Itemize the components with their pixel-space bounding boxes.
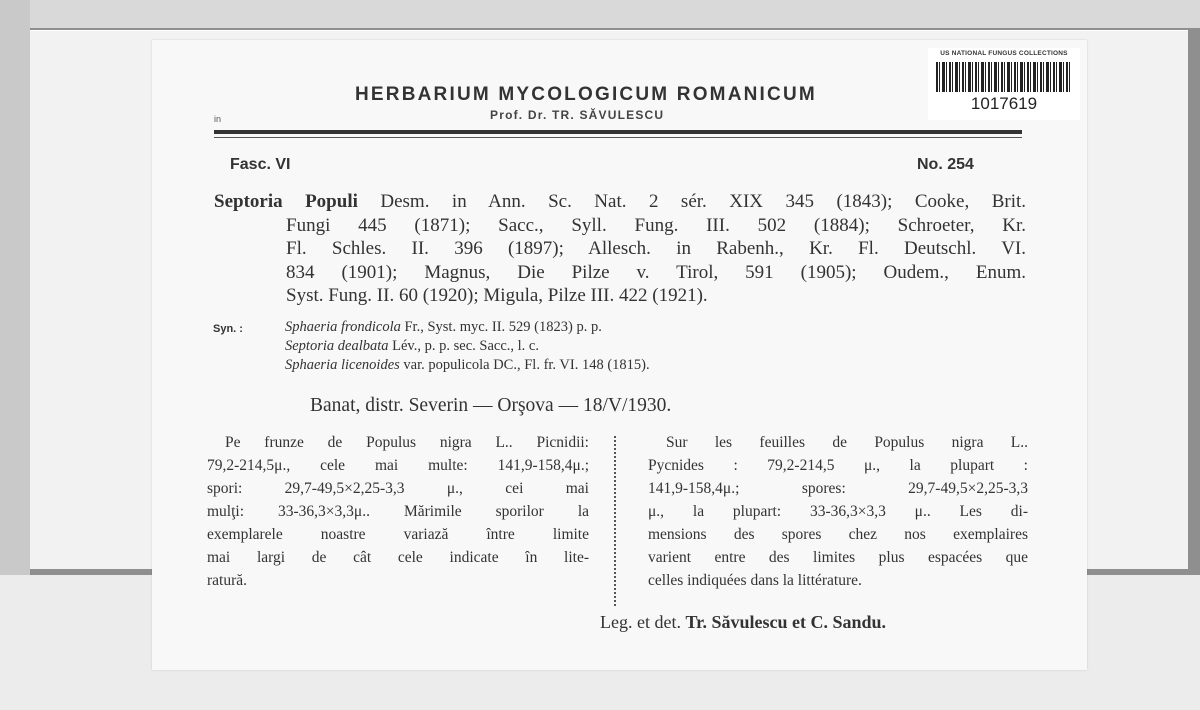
collectors-prefix: Leg. et det. xyxy=(600,612,681,632)
header-in-mark: in xyxy=(214,114,222,124)
synonyms-label: Syn. : xyxy=(213,323,243,335)
citation-line: Fungi 445 (1871); Sacc., Syll. Fung. III. 502 (1884); Schroeter, Kr. xyxy=(286,214,1026,236)
description-line: Pycnides : 79,2-214,5 μ., la plupart : xyxy=(648,457,1028,474)
description-line: spori: 29,7-49,5×2,25-3,3 μ., cei mai xyxy=(207,480,589,497)
herbarium-director: Prof. Dr. TR. SĂVULESCU xyxy=(490,108,665,122)
description-line: Sur les feuilles de Populus nigra L.. xyxy=(666,434,1028,451)
synonym-name: Sphaeria frondicola xyxy=(285,319,401,335)
synonyms-list xyxy=(285,318,885,375)
description-line: mulţi: 33-36,3×3,3μ.. Mărimile sporilor la xyxy=(207,503,589,520)
background-left xyxy=(0,0,30,580)
description-line: mensions des spores chez nos exemplaires xyxy=(648,526,1028,543)
collectors xyxy=(600,612,886,633)
description-line: 141,9-158,4μ.; spores: 29,7-49,5×2,25-3,3 xyxy=(648,480,1028,497)
synonym-item xyxy=(285,356,885,375)
fascicle-number: Fasc. VI xyxy=(230,156,291,173)
synonym-name: Sphaeria licenoides xyxy=(285,357,400,373)
barcode-title: US NATIONAL FUNGUS COLLECTIONS xyxy=(940,50,1068,57)
synonym-ref: var. populicola DC., Fl. fr. VI. 148 (1815). xyxy=(403,357,650,373)
citation-line: Syst. Fung. II. 60 (1920); Migula, Pilze III. 422 (1921). xyxy=(286,285,708,306)
synonym-name: Septoria dealbata xyxy=(285,338,389,354)
citation-line: 834 (1901); Magnus, Die Pilze v. Tirol, 591 (1905); Oudem., Enum. xyxy=(286,261,1026,283)
description-line: ratură. xyxy=(207,572,248,589)
collection-locality: Banat, distr. Severin — Orşova — 18/V/1930. xyxy=(310,395,672,416)
description-line: exemplarele noastre variază între limite xyxy=(207,526,589,543)
species-citation xyxy=(214,190,1026,308)
species-name: Septoria Populi xyxy=(214,191,358,212)
citation-line: Fl. Schles. II. 396 (1897); Allesch. in Rabenh., Kr. Fl. Deutschl. VI. xyxy=(286,238,1026,259)
synonym-ref: Fr., Syst. myc. II. 529 (1823) p. p. xyxy=(404,319,602,335)
description-line: mai largi de cât cele indicate în lite- xyxy=(207,549,589,566)
description-line: celles indiquées dans la littérature. xyxy=(648,572,862,589)
barcode-number: 1017619 xyxy=(970,94,1038,113)
barcode-label xyxy=(928,48,1080,120)
specimen-number: No. 254 xyxy=(917,156,974,173)
header-rule xyxy=(214,130,1022,134)
description-line: Pe frunze de Populus nigra L.. Picnidii: xyxy=(225,434,589,451)
herbarium-title: HERBARIUM MYCOLOGICUM ROMANICUM xyxy=(355,84,817,105)
background-top xyxy=(0,0,1200,28)
description-line: μ., la plupart: 33-36,3×3,3 μ.. Les di- xyxy=(648,503,1028,520)
description-romanian xyxy=(207,431,589,592)
description-line: varient entre des limites plus espacées que xyxy=(648,549,1028,566)
description-line: 79,2-214,5μ., cele mai multe: 141,9-158,4μ.; xyxy=(207,457,589,474)
synonym-item xyxy=(285,337,885,356)
synonym-ref: Lév., p. p. sec. Sacc., l. c. xyxy=(392,338,539,354)
collectors-names: Tr. Săvulescu et C. Sandu. xyxy=(685,612,887,632)
column-divider xyxy=(614,436,616,606)
synonym-item xyxy=(285,318,885,337)
header-rule-thin xyxy=(214,137,1022,138)
description-french xyxy=(648,431,1028,592)
citation-line xyxy=(214,190,1026,214)
citation-text: Desm. in Ann. Sc. Nat. 2 sér. XIX 345 (1843); Cooke, Brit. xyxy=(380,191,1027,212)
barcode-bars xyxy=(936,62,1072,92)
